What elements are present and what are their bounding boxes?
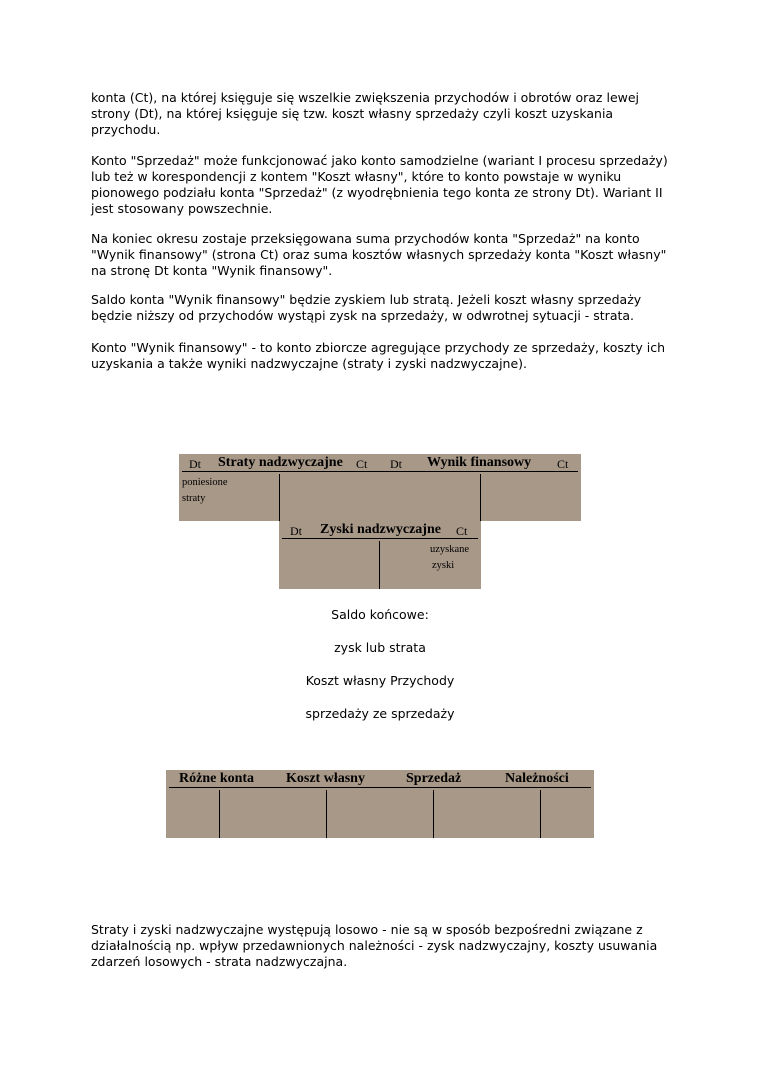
zyski-entry-line2: zyski — [432, 560, 455, 571]
header-sprzedaz: Sprzedaż — [406, 771, 462, 786]
zyski-ct-label: Ct — [456, 524, 468, 538]
t-accounts-top-body — [179, 474, 581, 521]
divider-2 — [326, 790, 327, 838]
paragraph-final: Straty i zyski nadzwyczajne występują losowo - nie są w sposób bezpośredni związane z działalnością np. wpływ przedawnionych należności - zysk nadzwyczajny, koszty usuwania zdarzeń losowych - strata nadzwyczajna. — [91, 922, 658, 969]
divider-3 — [433, 790, 434, 838]
zyski-title: Zyski nadzwyczajne — [320, 522, 441, 537]
straty-title: Straty nadzwyczajne — [218, 455, 343, 470]
divider-4 — [540, 790, 541, 838]
paragraph-2: Konto "Sprzedaż" może funkcjonować jako konto samodzielne (wariant I procesu sprzedaży) lub też w korespondencji z kontem "Koszt własny", które to konto powstaje w wyniku pionowego podziału konta "Sprzedaż" (z wyodrębnienia tego konta ze strony Dt). Wariant II jest stosowany powszechnie. — [91, 153, 668, 216]
bottom-body — [166, 790, 594, 838]
paragraph-4: Saldo konta "Wynik finansowy" będzie zyskiem lub stratą. Jeżeli koszt własny sprzedaży będzie niższy od przychodów wystąpi zysk na sprzedaży, w odwrotnej sytuacji - strata. — [91, 292, 642, 323]
wynik-dt-label: Dt — [390, 457, 402, 471]
paragraph-5: Konto "Wynik finansowy" - to konto zbiorcze agregujące przychody ze sprzedaży, koszty ich uzyskania a także wyniki nadzwyczajne (straty i zyski nadzwyczajne). — [91, 340, 665, 371]
saldo-label: Saldo końcowe: — [331, 607, 429, 622]
t-accounts-bottom-row — [166, 770, 594, 838]
column-labels-line1: Koszt własny Przychody — [305, 673, 455, 688]
straty-divider — [279, 474, 280, 521]
paragraph-1: konta (Ct), na której księguje się wszelkie zwiększenia przychodów i obrotów oraz lewej strony (Dt), na której księguje się tzw. koszt własny sprzedaży czyli koszt uzyskania przychodu. — [91, 90, 640, 137]
wynik-ct-label: Ct — [557, 457, 569, 471]
saldo-value: zysk lub strata — [334, 640, 426, 655]
straty-dt-label: Dt — [189, 457, 201, 471]
straty-entry-line2: straty — [182, 493, 206, 504]
straty-entry-line1: poniesione — [182, 477, 228, 488]
zyski-dt-label: Dt — [290, 524, 302, 538]
column-labels-line2: sprzedaży ze sprzedaży — [305, 706, 455, 721]
t-account-zyski — [279, 521, 481, 589]
wynik-title: Wynik finansowy — [427, 455, 532, 470]
zyski-entry-line1: uzyskane — [430, 544, 470, 555]
paragraph-3: Na koniec okresu zostaje przeksięgowana suma przychodów konta "Sprzedaż" na konto "Wynik finansowy" (strona Ct) oraz suma kosztów własnych sprzedaży konta "Koszt własny" na stronę Dt konta "Wynik finansowy". — [91, 231, 667, 278]
header-rozne-konta: Różne konta — [179, 771, 255, 786]
wynik-divider — [480, 474, 481, 521]
t-accounts-top-row — [179, 454, 581, 521]
straty-ct-label: Ct — [356, 457, 368, 471]
divider-1 — [219, 790, 220, 838]
header-koszt-wlasny: Koszt własny — [286, 771, 365, 786]
header-naleznosci: Należności — [505, 771, 569, 786]
zyski-divider — [379, 541, 380, 589]
